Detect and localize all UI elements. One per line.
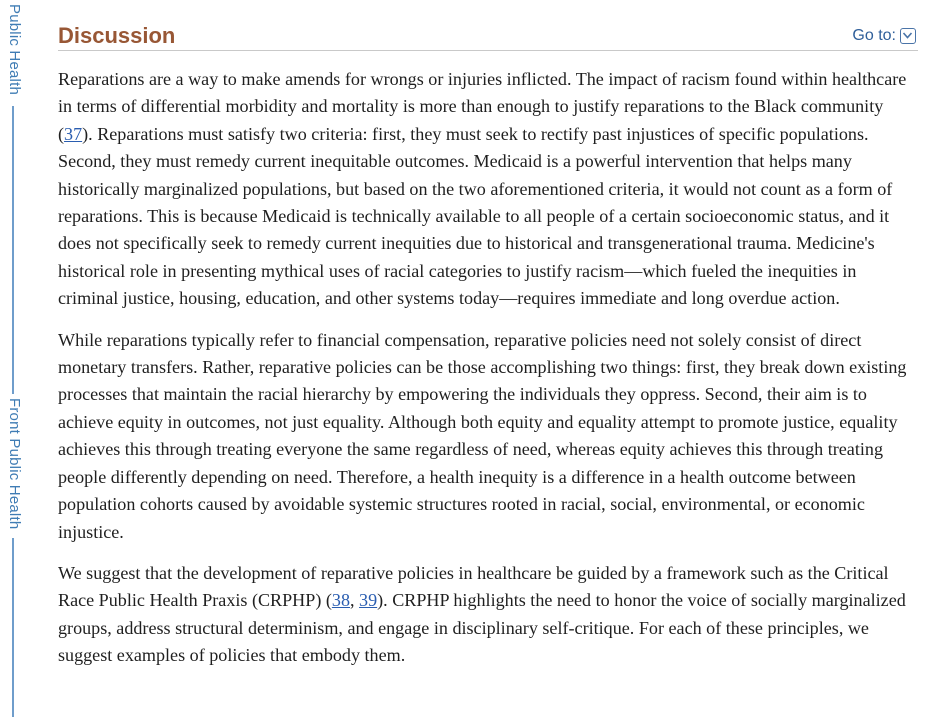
journal-full-label: Front Public Health bbox=[6, 398, 23, 530]
reference-link-37[interactable]: 37 bbox=[64, 123, 83, 144]
section-header bbox=[58, 22, 918, 51]
rail-divider-top bbox=[12, 106, 14, 394]
paragraph-3 bbox=[58, 560, 920, 670]
paragraph-3-text-a: We suggest that the development of reparative policies in healthcare be guided by a framework such as the Critical Race Public Health Praxis (CRPHP) ( bbox=[58, 562, 889, 611]
goto-menu[interactable] bbox=[852, 26, 916, 46]
article-body bbox=[58, 66, 920, 684]
paragraph-2: While reparations typically refer to financial compensation, reparative policies need not solely consist of direct monetary transfers. Rather, reparative policies can be those accomplishing two things: first, they break down existing processes that maintain the racial hierarchy by empowering the individuals they oppress. Second, their aim is to achieve equity in outcomes, not just equality. Although both equity and equality attempt to promote justice, equality achieves this through treating everyone the same regardless of need, whereas equity achieves this through treating people differently depending on need. Therefore, a health inequity is a difference in a health outcome between population cohorts caused by avoidable systemic structures rooted in racial, social, environmental, or economic injustice. bbox=[58, 329, 907, 542]
rail-divider-bottom bbox=[12, 538, 14, 717]
paragraph-1-text-b: ). Reparations must satisfy two criteria: first, they must seek to rectify past injustices of specific populations. Second, they must remedy current inequitable outcomes. Medicaid is a powerful intervention that helps many historically marginalized populations, but based on the two aforementioned criteria, it would not count as a form of reparations. This is because Medicaid is technically available to all people of a certain socioeconomic status, and it does not specifically seek to remedy current inequities due to historical and transgenerational trauma. Medicine's historical role in presenting mythical uses of racial categories to justify racism—which fueled the inequities in criminal justice, housing, education, and other systems today—requires immediate and long overdue action. bbox=[58, 123, 893, 309]
journal-side-rail bbox=[0, 0, 40, 717]
chevron-down-icon[interactable] bbox=[900, 28, 916, 44]
reference-separator: , bbox=[349, 590, 360, 611]
section-title: Discussion bbox=[58, 23, 176, 48]
paragraph-1 bbox=[58, 66, 920, 313]
reference-link-38[interactable]: 38 bbox=[331, 590, 350, 611]
reference-link-39[interactable]: 39 bbox=[359, 590, 378, 611]
journal-short-label: Public Health bbox=[6, 4, 23, 95]
paragraph-1-text-a: Reparations are a way to make amends for wrongs or injuries inflicted. The impact of racism found within healthcare in terms of differential morbidity and mortality is more than enough to justify reparations to the Black community ( bbox=[58, 69, 907, 144]
goto-label: Go to: bbox=[852, 27, 896, 44]
paragraph-3-text-b: ). CRPHP highlights the need to honor the voice of socially marginalized groups, address structural determinism, and engage in disciplinary self-critique. For each of these principles, we suggest examples of policies that embody them. bbox=[58, 590, 906, 666]
